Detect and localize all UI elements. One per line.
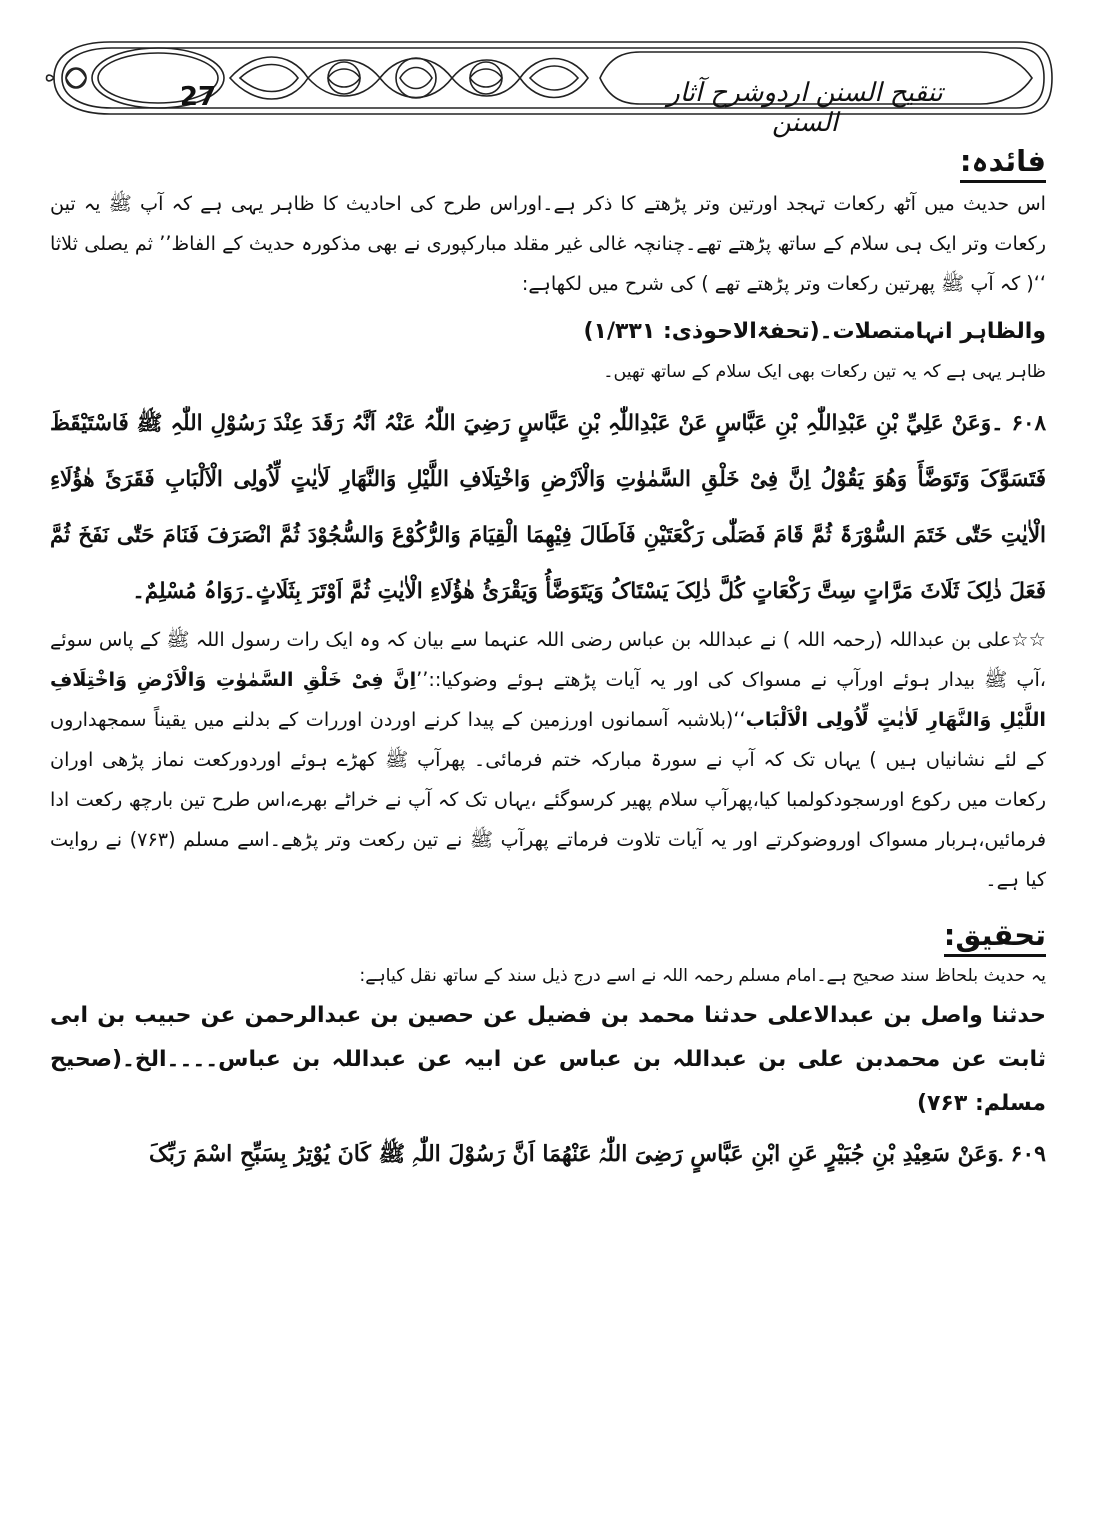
tahqiq-paragraph: یہ حدیث بلحاظ سند صحیح ہے۔امام مسلم رحمہ اللہ نے اسے درج ذیل سند کے ساتھ نقل کیاہے: [359,966,1046,986]
hadith-608-translation-lead: علی بن عبداللہ (رحمہ اللہ ) نے عبداللہ بن عباس رضی اللہ عنہما سے بیان کہ وہ ایک رات رسول اللہ ﷺ کے پاس سوئے ،آپ ﷺ بیدار ہوئے اورآپ نے مسواک کی اور یہ آیات پڑھتے ہوئے وضوکیا::’’ [50,628,1046,691]
page-content [50,138,1046,1182]
hadith-608-arabic: ۶۰۸ ۔وَعَنْ عَلِيِّ بْنِ عَبْدِاللّٰہِ بْنِ عَبَّاسٍ عَنْ عَبْدِاللّٰہِ بْنِ عَبَّاسٍ رَضِيَ اللّٰہُ عَنْہُ اَنَّہُ رَقَدَ عِنْدَ رَسُوْلِ اللّٰہِ ﷺ فَاسْتَیْقَظَ فَتَسَوَّکَ وَتَوَضَّأَ وَھُوَ یَقُوْلُ اِنَّ فِیْ خَلْقِ السَّمٰوٰتِ وَالْاَرْضِ وَاخْتِلَافِ اللَّیْلِ وَالنَّھَارِ لَاٰیٰتٍ لِّاُولِی الْاَلْبَابِ فَقَرَئَ ھٰؤُلَاءِ الْاٰیٰتِ حَتّٰی خَتَمَ السُّوْرَۃَ ثُمَّ قَامَ فَصَلّٰی رَکْعَتَیْنِ فَاَطَالَ فِیْھِمَا الْقِیَامَ وَالرُّکُوْعَ وَالسُّجُوْدَ ثُمَّ انْصَرَفَ فَنَامَ حَتّٰی نَفَخَ ثُمَّ فَعَلَ ذٰلِکَ ثَلَاثَ مَرَّاتٍ سِتَّ رَکْعَاتٍ کُلَّ ذٰلِکَ یَسْتَاکُ وَیَتَوَضَّأُ وَیَقْرَئُ ھٰؤُلَاءِ الْاٰیٰتِ ثُمَّ اَوْتَرَ بِثَلَاثٍ۔رَوَاہُ مُسْلِمٌ۔ [50,411,1046,604]
running-title: تنقیح السنن اردوشرح آثار السنن [667,78,943,138]
fawaid-heading-text: فائدہ: [960,144,1046,183]
tahqiq-isnad: حدثنا واصل بن عبدالاعلی حدثنا محمد بن فضیل عن حصین بن عبدالرحمن عن حبیب بن ابی ثابت عن محمدبن علی بن عبداللہ بن عباس عن ابیہ عن عبداللہ بن عباس۔۔۔۔الخ۔(صحیح مسلم: ۷۶۳) [50,1003,1046,1116]
hadith-609-arabic: ۶۰۹ ۔وَعَنْ سَعِیْدِ بْنِ جُبَیْرٍ عَنِ ابْنِ عَبَّاسٍ رَضِیَ اللّٰہُ عَنْھُمَا اَنَّ رَسُوْلَ اللّٰہِ ﷺ کَانَ یُوْتِرُ بِسَبِّحِ اسْمَ رَبِّکَ [149,1141,1046,1167]
page-header [40,30,1060,138]
hadith-608-translation-rest: ‘‘(بلاشبہ آسمانوں اورزمین کے پیدا کرنے اوردن اوررات کے بدلنے میں یقیناً سمجھداروں کے لئے نشانیاں ہیں ) یہاں تک کہ آپ نے سورۃ مبارکہ ختم فرمائی۔ پھرآپ ﷺ کھڑے ہوئے اوردورکعت نماز پڑھی اوران رکعات میں رکوع اورسجودکولمبا کیا،پھرآپ سلام پھیر کرسوگئے ،یہاں تک کہ آپ نے خراٹے بھرے،اس طرح تین بارچھ رکعت ادا فرمائیں،ہربار مسواک اوروضوکرتے اور یہ آیات تلاوت فرماتے پھرآپ ﷺ نے تین رکعت وتر پڑھے۔اسے مسلم (۷۶۳) نے روایت کیا ہے۔ [50,708,1047,891]
page-number: 27 [179,82,217,112]
fawaid-paragraph: اس حدیث میں آٹھ رکعات تہجد اورتین وتر پڑھتے کا ذکر ہے۔اوراس طرح کی احادیث کا ظاہر یہی ہے کہ آپ ﷺ یہ تین رکعات وتر ایک ہی سلام کے ساتھ پڑھتے تھے۔چنانچہ غالی غیر مقلد مبارکپوری نے بھی مذکورہ حدیث کے الفاظ’’ ثم یصلی ثلاثا ‘‘( کہ آپ ﷺ پھرتین رکعات وتر پڑھتے تھے ) کی شرح میں لکھاہے: [50,192,1046,295]
star-marker: ☆☆ [1011,628,1046,651]
fawaid-heading [50,138,1046,184]
hadith-608-translation-ayah: اِنَّ فِیْ خَلْقِ السَّمٰوٰتِ وَالْاَرْضِ وَاخْتِلَافِ اللَّیْلِ وَالنَّھَارِ لَاٰیٰتٍ لِّاُولِی الْاَلْبَاب [50,668,1046,731]
tahqiq-heading-text: تحقیق: [944,918,1046,957]
fawaid-quote: والظاہر انہامتصلات۔(تحفۃالاحوذی: ۱/۳۳۱) [583,319,1046,344]
hadith-608-translation [50,620,1046,900]
tahqiq-heading [50,912,1046,958]
fawaid-quote-translation: ظاہر یہی ہے کہ یہ تین رکعات بھی ایک سلام کے ساتھ تھیں۔ [603,362,1046,382]
